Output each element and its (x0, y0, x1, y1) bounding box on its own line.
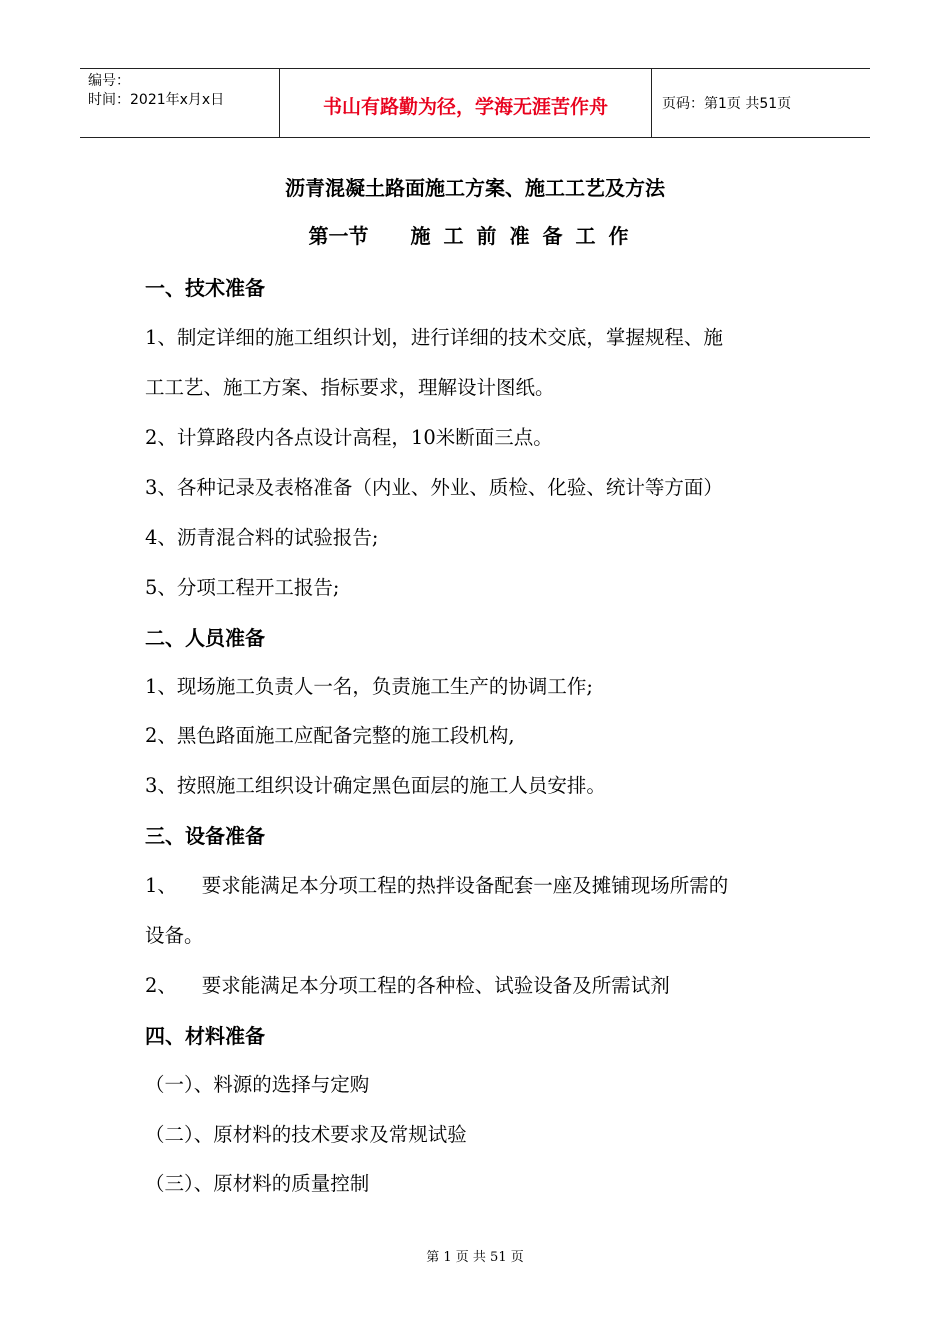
heading-technical: 一、技术准备 (145, 276, 265, 300)
header-page-label: 页码：第1页 共51页 (662, 96, 792, 112)
text-line: 3、各种记录及表格准备（内业、外业、质检、化验、统计等方面） (145, 476, 723, 499)
text-line: 1、制定详细的施工组织计划，进行详细的技术交底，掌握规程、施 (145, 326, 723, 349)
page-header (80, 68, 870, 138)
text-line: 2、 要求能满足本分项工程的各种检、试验设备及所需试剂 (145, 974, 670, 997)
text-line: 1、现场施工负责人一名，负责施工生产的协调工作; (145, 675, 593, 698)
text-line: 1、 要求能满足本分项工程的热拌设备配套一座及摊铺现场所需的 (145, 874, 729, 897)
text-line: 5、分项工程开工报告; (145, 576, 340, 599)
heading-equipment: 三、设备准备 (145, 824, 265, 848)
header-motto: 书山有路勤为径，学海无涯苦作舟 (280, 69, 652, 137)
text-line: 2、黑色路面施工应配备完整的施工段机构, (145, 724, 515, 747)
section-heading (0, 220, 950, 249)
text-line: （二）、原材料的技术要求及常规试验 (145, 1123, 467, 1146)
number-label: 编号： (88, 73, 130, 89)
document-title: 沥青混凝土路面施工方案、施工工艺及方法 (285, 176, 665, 200)
heading-materials: 四、材料准备 (145, 1024, 265, 1048)
time-label: 时间：2021年x月x日 (88, 92, 225, 108)
text-line: 2、计算路段内各点设计高程，10米断面三点。 (145, 426, 553, 449)
text-line: 工工艺、施工方案、指标要求，理解设计图纸。 (145, 376, 555, 399)
text-line: （一）、料源的选择与定购 (145, 1073, 370, 1096)
header-meta (80, 69, 280, 137)
text-line: 3、按照施工组织设计确定黑色面层的施工人员安排。 (145, 774, 606, 797)
page-footer: 第 1 页 共 51 页 (426, 1250, 524, 1265)
text-line: （三）、原材料的质量控制 (145, 1172, 370, 1195)
text-line: 4、沥青混合料的试验报告; (145, 526, 379, 549)
section-name: 施工前准备工作 (410, 224, 642, 248)
text-line: 设备。 (145, 924, 204, 947)
section-number: 第一节 (308, 224, 369, 248)
heading-personnel: 二、人员准备 (145, 626, 265, 650)
